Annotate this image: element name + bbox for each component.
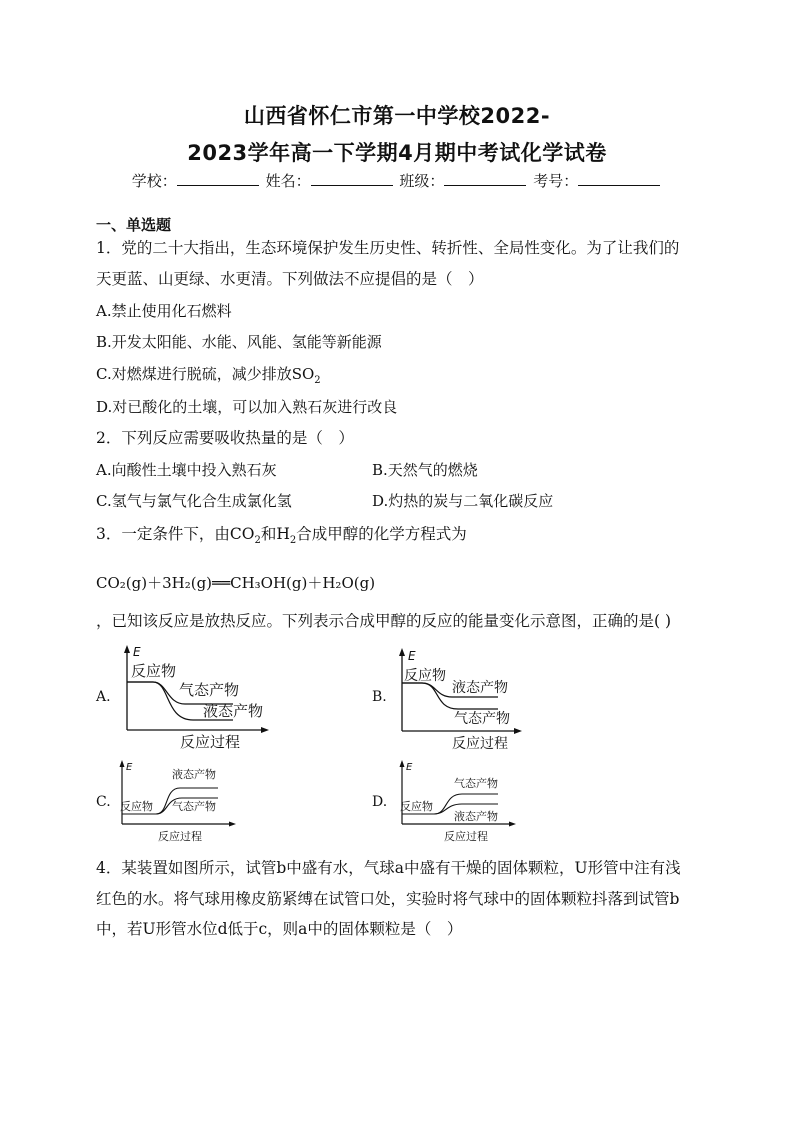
school-label: 学校： [131,172,177,190]
school-blank[interactable] [177,171,259,186]
energy-diagram-d [394,758,524,848]
liquid-product-label: 液态产物 [172,768,216,781]
question-1-line-2: 天更蓝、山更绿、水更清。下列做法不应提倡的是（ ） [96,270,484,288]
question-3-stem-end: 合成甲醇的化学方程式为 [296,525,467,543]
question-2-option-d: D.灼热的炭与二氧化碳反应 [372,492,554,510]
process-label: 反应过程 [158,830,202,843]
option-a-label: A. [96,689,111,705]
number-blank[interactable] [578,171,660,186]
student-info-line [0,170,794,191]
liquid-product-label: 液态产物 [203,702,264,720]
axis-e-label: E [133,645,141,659]
gas-product-label: 气态产物 [454,711,510,727]
question-1-line-1: 1．党的二十大指出，生态环境保护发生历史性、转折性、全局性变化。为了让我们的 [96,239,680,257]
question-3-equation: CO₂(g)＋3H₂(g)══CH₃OH(g)＋H₂O(g) [96,574,376,592]
question-2-stem: 2．下列反应需要吸收热量的是（ ） [96,429,354,447]
option-c-label: C. [96,794,111,810]
energy-diagram-b [390,645,530,753]
gas-product-label: 气态产物 [179,681,240,699]
page-title-line-2: 2023学年高一下学期4月期中考试化学试卷 [187,141,607,165]
question-3-line-3: ，已知该反应是放热反应。下列表示合成甲醇的反应的能量变化示意图，正确的是( ) [96,612,672,630]
gas-product-label: 气态产物 [172,800,216,813]
axis-e-label: E [406,762,413,773]
liquid-product-label: 液态产物 [452,680,508,696]
reactant-label: 反应物 [400,800,433,813]
class-label: 班级： [399,172,445,190]
question-4-line-1: 4．某装置如图所示，试管b中盛有水，气球a中盛有干燥的固体颗粒，U形管中注有浅 [96,859,681,877]
question-4-line-2: 红色的水。将气球用橡皮筋紧缚在试管口处，实验时将气球中的固体颗粒抖落到试管b [96,890,680,908]
question-1-option-c [96,359,706,396]
process-label: 反应过程 [452,736,508,752]
number-label: 考号： [533,172,579,190]
question-2-option-c: C.氢气与氯气化合生成氯化氢 [96,492,292,510]
liquid-product-label: 液态产物 [454,810,498,823]
question-1-option-d: D.对已酸化的土壤，可以加入熟石灰进行改良 [96,398,398,416]
option-d-label: D. [372,794,388,810]
option-b-label: B. [372,689,387,705]
question-3-stem-mid: 和H [260,525,290,543]
reactant-label: 反应物 [404,668,446,684]
name-blank[interactable] [311,171,393,186]
section-heading: 一、单选题 [96,216,172,234]
subscript: 2 [289,535,297,547]
gas-product-label: 气态产物 [454,777,498,790]
name-label: 姓名： [265,172,311,190]
process-label: 反应过程 [180,733,241,751]
question-1-option-c-text: C.对燃煤进行脱硫，减少排放SO [96,365,315,383]
axis-e-label: E [126,762,133,773]
process-label: 反应过程 [444,830,488,843]
energy-diagram-a [115,642,280,754]
reactant-label: 反应物 [131,662,177,680]
subscript: 2 [314,375,321,386]
question-3-stem [96,519,706,556]
energy-diagram-c [114,758,244,848]
question-2-option-a: A.向酸性土壤中投入熟石灰 [96,461,277,479]
class-blank[interactable] [444,171,526,186]
page-title-line-1: 山西省怀仁市第一中学校2022- [243,104,551,128]
question-3-stem-start: 3．一定条件下，由CO [96,525,255,543]
question-2-option-b: B.天然气的燃烧 [372,461,478,479]
question-1-option-b: B.开发太阳能、水能、风能、氢能等新能源 [96,333,382,351]
question-1-option-a: A.禁止使用化石燃料 [96,302,232,320]
question-4-line-3: 中，若U形管水位d低于c，则a中的固体颗粒是（ ） [96,920,463,938]
reactant-label: 反应物 [120,800,153,813]
subscript: 2 [254,535,261,547]
axis-e-label: E [408,649,416,663]
